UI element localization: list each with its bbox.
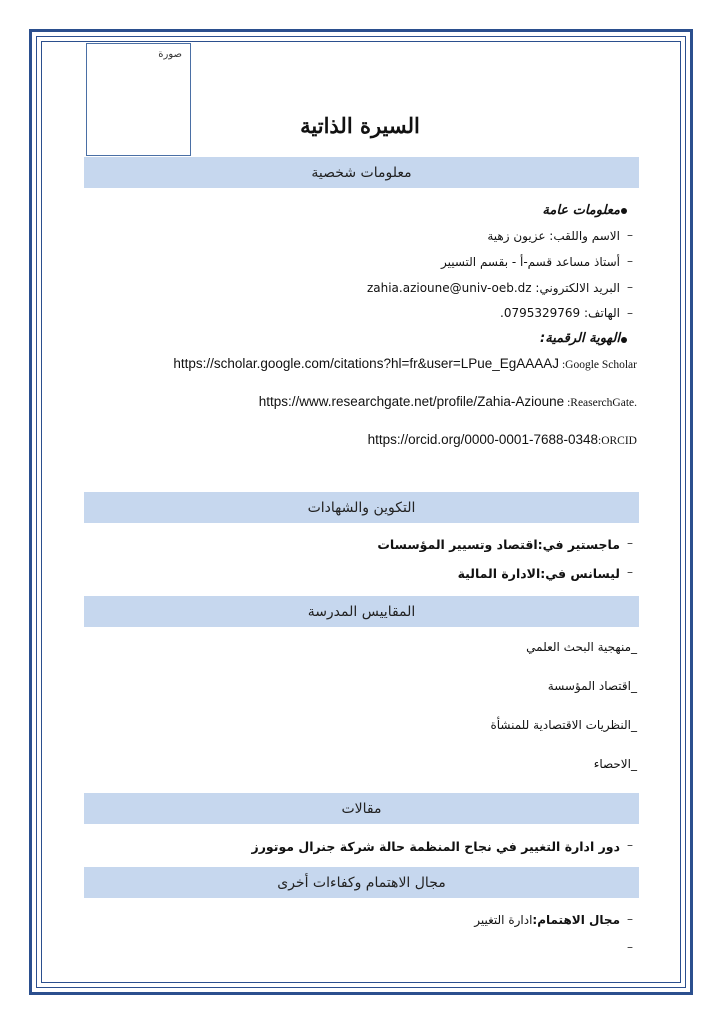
dash-icon: – — [627, 254, 633, 268]
section-interests: مجال الاهتمام وكفاءات أخرى — [84, 867, 639, 898]
course-item: _اقتصاد المؤسسة — [547, 679, 637, 693]
general-info-heading: معلومات عامة — [542, 203, 620, 218]
section-personal-info: معلومات شخصية — [84, 157, 639, 188]
section-education: التكوين والشهادات — [84, 492, 639, 523]
bullet-icon — [621, 208, 627, 214]
orcid-label: :ORCID — [598, 435, 637, 447]
name-line: الاسم واللقب: عزيون زهية — [487, 229, 620, 243]
scholar-url[interactable]: https://scholar.google.com/citations?hl=fr&user=LPue_EgAAAAJ — [173, 356, 560, 371]
orcid-url[interactable]: https://orcid.org/0000-0001-7688-0348 — [367, 432, 599, 447]
digital-id-heading: الهوية الرقمية: — [540, 331, 620, 346]
dash-icon: – — [627, 280, 633, 294]
researchgate-label: :ReaserchGate. — [564, 397, 637, 409]
course-item: _الاحصاء — [593, 757, 637, 771]
phone-line: الهاتف: 0795329769. — [500, 306, 620, 320]
dash-icon: – — [627, 912, 633, 926]
dash-icon: – — [627, 838, 633, 852]
interest-label: مجال الاهتمام: — [532, 913, 620, 927]
education-item: ماجستير في:اقتصاد وتسيير المؤسسات — [377, 537, 620, 552]
position-line: أستاذ مساعد قسم-أ - بقسم التسيير — [440, 255, 620, 269]
digital-id-orcid[interactable] — [368, 432, 637, 447]
bullet-icon — [621, 337, 627, 343]
dash-icon: – — [627, 306, 633, 320]
dash-icon: – — [627, 565, 633, 579]
dash-icon: – — [627, 228, 633, 242]
page-title: السيرة الذاتية — [300, 113, 420, 138]
researchgate-url[interactable]: https://www.researchgate.net/profile/Zahia-Azioune — [258, 394, 565, 409]
course-item: _النظريات الاقتصادية للمنشأة — [490, 718, 637, 732]
section-articles: مقالات — [84, 793, 639, 824]
interest-value: ادارة التغيير — [474, 913, 533, 927]
section-courses: المقاييس المدرسة — [84, 596, 639, 627]
digital-id-researchgate[interactable] — [259, 394, 637, 409]
education-item: ليسانس في:الادارة المالية — [457, 566, 620, 581]
interest-line — [474, 913, 620, 927]
digital-id-scholar[interactable] — [173, 356, 637, 371]
dash-icon: – — [627, 940, 633, 954]
photo-placeholder — [86, 43, 191, 156]
article-item: دور ادارة التغيير في نجاح المنظمة حالة شركة جنرال موتورز — [251, 839, 620, 854]
course-item: _منهجية البحث العلمي — [526, 640, 637, 654]
dash-icon: – — [627, 536, 633, 550]
photo-label: صورة — [158, 49, 182, 60]
email-line: البريد الالكتروني: zahia.azioune@univ-oeb.dz — [366, 281, 620, 295]
scholar-label: :Google Scholar — [559, 359, 637, 371]
